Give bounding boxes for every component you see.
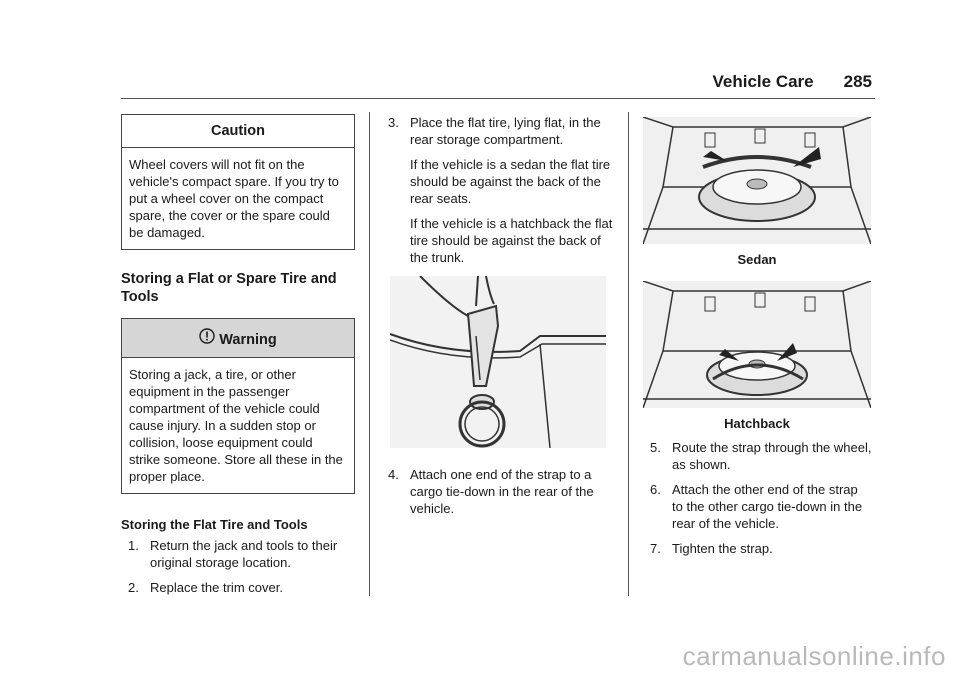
list-item: 2. Replace the trim cover. xyxy=(128,580,283,595)
subheading: Storing the Flat Tire and Tools xyxy=(121,517,308,532)
hatchback-illustration xyxy=(643,281,871,408)
column-3-steps xyxy=(650,439,872,557)
column-2-bottom xyxy=(388,466,614,517)
column-1 xyxy=(121,114,355,596)
header-rule xyxy=(121,98,875,99)
list-item: 4. Attach one end of the strap to a cargo tie-down in the rear of the vehicle. xyxy=(388,467,594,516)
page-header xyxy=(713,72,873,92)
column-divider-1 xyxy=(369,112,370,596)
list-item: 7. Tighten the strap. xyxy=(650,541,773,556)
caution-body: Wheel covers will not fit on the vehicle's compact spare. If you try to put a wheel cover on the compact spare, the cover or the spare could be damaged. xyxy=(129,157,339,240)
watermark: carmanualsonline.info xyxy=(682,641,946,671)
storing-heading: Storing a Flat or Spare Tire and Tools xyxy=(121,271,337,305)
caption-sedan: Sedan xyxy=(737,252,777,267)
column-divider-2 xyxy=(628,112,629,596)
strap-illustration xyxy=(390,276,606,448)
warning-body: Storing a jack, a tire, or other equipment in the passenger compartment of the vehicle could cause injury. In a sudden stop or collision, loose equipment could strike someone. Store all these in the proper place. xyxy=(129,367,343,484)
caution-title: Caution xyxy=(122,115,354,148)
step3-note-sedan: If the vehicle is a sedan the flat tire should be against the back of the rear seats. xyxy=(410,157,611,206)
steps-list-a xyxy=(121,537,355,596)
column-2 xyxy=(388,114,614,266)
step3-note-hatchback: If the vehicle is a hatchback the flat tire should be against the back of the trunk. xyxy=(410,216,613,265)
list-item: 6. Attach the other end of the strap to the other cargo tie-down in the rear of the vehicle. xyxy=(650,482,863,531)
steps-list-d xyxy=(650,439,872,557)
warning-title: Warning xyxy=(219,332,277,348)
warning-box xyxy=(121,318,355,494)
list-item: 5. Route the strap through the wheel, as shown. xyxy=(650,440,872,472)
steps-list-c xyxy=(388,466,614,517)
warning-header xyxy=(122,319,354,358)
warning-icon xyxy=(199,328,215,349)
list-item: 1. Return the jack and tools to their original storage location. xyxy=(128,538,338,570)
sedan-illustration xyxy=(643,117,871,244)
page-number: 285 xyxy=(843,72,872,91)
section-title: Vehicle Care xyxy=(712,72,814,91)
caution-box xyxy=(121,114,355,250)
list-item: 3. Place the flat tire, lying flat, in the rear storage compartment. xyxy=(388,115,601,147)
caption-hatchback: Hatchback xyxy=(724,416,790,431)
steps-list-b xyxy=(388,114,614,148)
